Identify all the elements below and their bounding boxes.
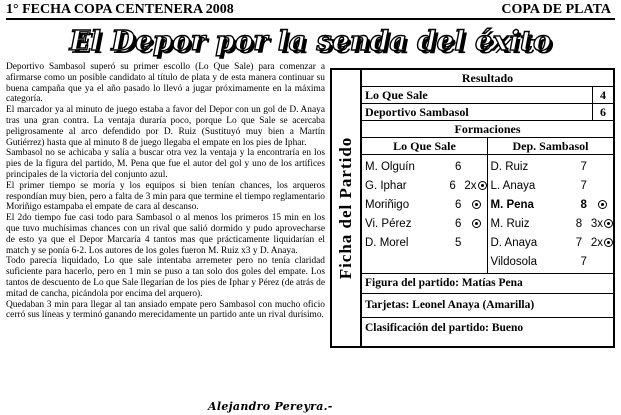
player-row — [362, 157, 487, 176]
article-paragraph: Todo parecía liquidado, Lo que sale intentaba arremeter pero no tenía claridad suficiente para hacerlo, pero en 1 min se puso a tan solo dos goles del empate. Los tantos de descuento de Lo que Sale llegarían de los pies de Iphar y Pérez (de atrás de mitad de cancha, picándola por encima del arquero). — [6, 256, 325, 299]
player-goals — [591, 218, 613, 230]
formations-teams — [362, 138, 613, 155]
score-team: Deportivo Sambasol — [362, 104, 593, 120]
player-goals — [471, 218, 481, 230]
article-paragraph: El primer tiempo se moría y los equipos si bien tenían chances, los arqueros respondían muy bien, pero a falta de 3 min para que termine el tiempo reglamentario Moriñigo estampaba el empate de cara al descanso. — [6, 180, 325, 213]
player-row — [362, 214, 487, 233]
player-row — [488, 233, 614, 252]
player-row-highlight — [488, 195, 614, 214]
cup-label: COPA DE PLATA — [501, 2, 611, 17]
away-lineup — [488, 155, 614, 273]
article-paragraph: Quedaban 3 min para llegar al tan ansiado empate pero Sambasol con mucho oficio cerró sus líneas y terminó ganando merecidamente un partido ante un rival durísimo. — [6, 299, 325, 321]
player-rating: 7 — [580, 160, 587, 173]
player-name: Vi. Pérez — [365, 217, 412, 230]
match-figure: Figura del partido: Matías Pena — [362, 274, 613, 294]
player-row — [488, 252, 614, 271]
page-header — [6, 2, 615, 20]
player-rating: 6 — [455, 217, 462, 230]
player-name: L. Anaya — [490, 179, 536, 192]
player-goals — [464, 180, 486, 192]
score-row-home — [362, 87, 613, 104]
article-paragraph: Sambasol no se achicaba y salía a buscar otra vez la ventaja y la encontraría en los pies de la figura del partido, M. Pena que fue el autor del gol y uno de los artífices principales de la victoria del conjunto azul. — [6, 148, 325, 180]
player-row — [362, 195, 487, 214]
player-rating: 7 — [580, 179, 587, 192]
player-rating: 6 — [455, 160, 462, 173]
score-team: Lo Que Sale — [362, 87, 593, 103]
soccer-ball-icon — [472, 200, 481, 209]
player-goals — [591, 237, 613, 249]
score-goals: 4 — [600, 88, 606, 102]
match-sheet — [330, 68, 615, 348]
formations-title: Formaciones — [362, 121, 613, 138]
player-name: Vildosola — [490, 255, 537, 268]
soccer-ball-icon — [598, 200, 607, 209]
player-name: G. Iphar — [365, 179, 407, 192]
match-sheet-title: Ficha del Partido — [336, 136, 355, 280]
result-title: Resultado — [362, 70, 613, 87]
player-row — [362, 233, 487, 252]
away-team-name: Dep. Sambasol — [512, 139, 589, 153]
player-row — [488, 157, 614, 176]
player-name: M. Pena — [490, 198, 534, 211]
headline: El Depor por la senda del éxito — [69, 26, 552, 57]
player-name: M. Olguín — [365, 160, 415, 173]
player-row — [362, 176, 487, 195]
player-name: M. Ruiz — [490, 217, 530, 230]
score-goals: 6 — [600, 105, 606, 119]
tournament-label: 1° FECHA COPA CENTENERA 2008 — [6, 2, 234, 17]
soccer-ball-icon — [478, 181, 487, 190]
soccer-ball-icon — [604, 238, 613, 247]
match-sheet-sidebar — [332, 70, 362, 346]
article-paragraph: El marcador ya al minuto de juego estaba a favor del Depor con un gol de D. Anaya tras una gran contra. La ventaja duraría poco, porque Lo que Sale se acercaba peligrosamente al arco defendido por D. Ruiz (Sustituyó muy bien a Martín Gutiérrez) hasta que al minuto 8 de juego llegaba el empate en los pies de Iphar. — [6, 105, 325, 148]
player-rating: 8 — [580, 198, 587, 211]
match-cards: Tarjetas: Leonel Anaya (Amarilla) — [362, 294, 613, 318]
goal-count: 2x — [464, 179, 477, 192]
player-name: Moriñigo — [365, 198, 410, 211]
goal-count: 3x — [590, 217, 603, 230]
player-goals — [471, 199, 481, 211]
player-row — [488, 214, 614, 233]
player-name: D. Morel — [365, 236, 409, 249]
article-paragraph: Deportivo Sambasol superó su primer escollo (Lo Que Sale) para comenzar a afirmarse como un posible candidato al título de plata y de esta manera continuar su buena campaña que ya el año pasado lo llevó a jugar próximamente en la máxima categoría. — [6, 62, 325, 105]
player-rating: 6 — [455, 198, 462, 211]
author-signature: Alejandro Pereyra.- — [208, 400, 333, 413]
player-name: D. Anaya — [490, 236, 538, 249]
lineups — [362, 155, 613, 274]
match-rating: Clasificación del partido: Bueno — [365, 322, 524, 334]
player-name: D. Ruiz — [490, 160, 529, 173]
article-body — [6, 62, 325, 398]
soccer-ball-icon — [472, 219, 481, 228]
player-rating: 7 — [580, 255, 587, 268]
soccer-ball-icon — [604, 219, 613, 228]
player-row — [488, 176, 614, 195]
player-goals — [597, 199, 607, 211]
home-team-name: Lo Que Sale — [362, 138, 488, 154]
player-rating: 7 — [575, 236, 583, 249]
player-rating: 6 — [449, 179, 456, 192]
article-paragraph: El 2do tiempo fue casi todo para Sambasol o al menos los primeros 15 min en los que tuvo muchísimas chances con un rival que salió dormido y pudo aprovecharse de esto ya que el Depor Marcaría 4 tantos mas que prácticamente liquidarían el match y se ponía 6-2. Los autores de los goles fueron M. Ruiz x3 y D. Anaya. — [6, 213, 325, 256]
home-lineup — [362, 155, 488, 273]
match-sheet-body — [362, 70, 613, 346]
player-rating: 8 — [575, 217, 583, 230]
player-rating: 5 — [455, 236, 462, 249]
goal-count: 2x — [590, 236, 603, 249]
score-row-away — [362, 104, 613, 121]
